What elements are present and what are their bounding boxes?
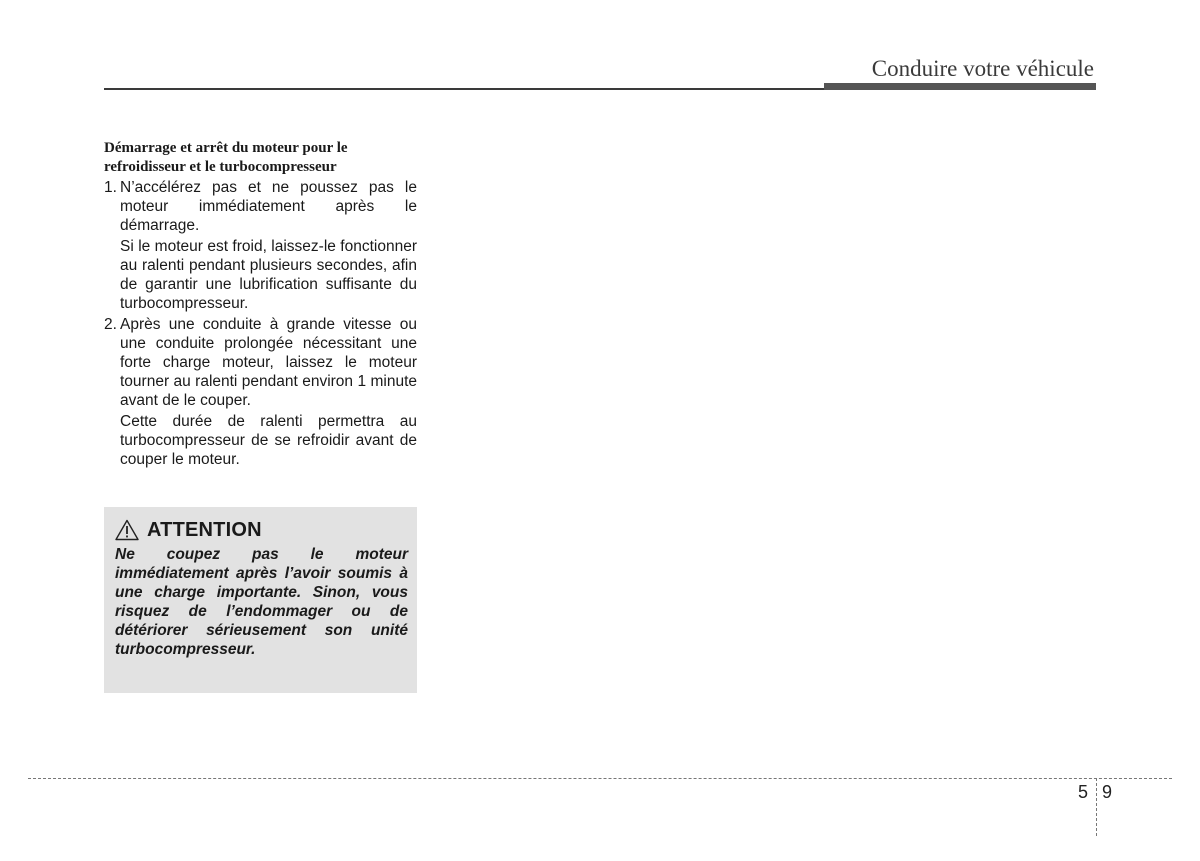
page-number: 9 (1102, 782, 1113, 802)
header-rule (104, 88, 824, 90)
step-item-2 (104, 315, 417, 469)
step-paragraph: Après une conduite à grande vitesse ou une conduite prolongée nécessitant une forte charge moteur, laissez le moteur tourner au ralenti pendant environ 1 minute avant de le couper. (120, 316, 417, 409)
section-heading-line-2: refroidisseur et le turbocompresseur (104, 159, 337, 175)
header-rule-accent (824, 83, 1096, 90)
main-content (104, 139, 417, 469)
step-paragraph: Si le moteur est froid, laissez-le fonctionner au ralenti pendant plusieurs secondes, afin de garantir une lubrification suffisante du turbocompresseur. (120, 238, 417, 312)
step-paragraph: Cette durée de ralenti permettra au turbocompresseur de se refroidir avant de couper le moteur. (120, 413, 417, 468)
warning-box (104, 507, 417, 693)
section-heading-line-1: Démarrage et arrêt du moteur pour le (104, 140, 348, 156)
chapter-number: 5 (1078, 782, 1089, 802)
warning-title: ATTENTION (147, 518, 262, 541)
warning-text: Ne coupez pas le moteur immédiatement après l’avoir soumis à une charge importante. Sinon, vous risquez de l’endommager ou de détériorer sérieusement son unité turbocompresseur. (115, 546, 408, 658)
warning-triangle-icon (115, 519, 139, 541)
footer-page-divider (1096, 778, 1097, 836)
step-number: 2. (104, 316, 117, 333)
page-header-title: Conduire votre véhicule (871, 56, 1094, 81)
warning-header (115, 517, 408, 543)
step-paragraph: N’accélérez pas et ne poussez pas le moteur immédiatement après le démarrage. (120, 179, 417, 234)
step-number: 1. (104, 179, 117, 196)
step-item-1 (104, 178, 417, 313)
footer-divider (28, 778, 1172, 779)
section-heading (104, 139, 417, 177)
